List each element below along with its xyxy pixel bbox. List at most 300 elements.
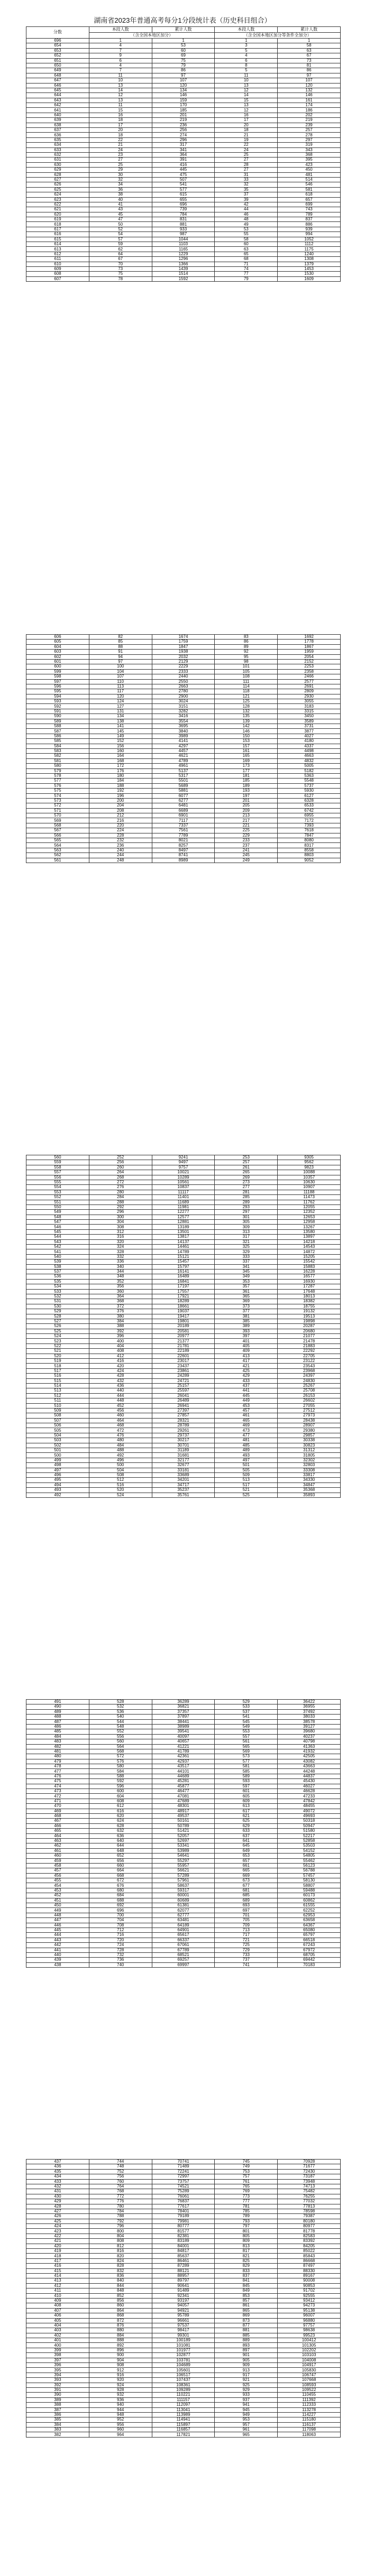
table-cell: 317 (152, 143, 215, 147)
table-cell: 42 (215, 202, 278, 207)
table-cell: 2809 (278, 689, 341, 694)
table-cell: 49537 (152, 1813, 215, 1818)
table-row (26, 276, 341, 281)
table-row (26, 858, 341, 863)
table-cell: 50161 (152, 1819, 215, 1823)
table-cell: 62252 (278, 1908, 341, 1913)
table-cell: 884 (89, 2333, 152, 2338)
table-row (26, 272, 341, 276)
table-cell: 40657 (152, 1739, 215, 1744)
table-cell: 512 (89, 1478, 152, 1482)
table-cell: 1379 (278, 262, 341, 266)
table-cell: 10 (215, 78, 278, 83)
table-cell: 72997 (152, 2174, 215, 2179)
table-cell: 193 (215, 789, 278, 793)
table-cell: 20 (215, 123, 278, 127)
table-cell: 14 (215, 93, 278, 98)
table-row (26, 1264, 341, 1269)
table-row (26, 684, 341, 689)
table-cell: 208 (89, 808, 152, 813)
table-cell: 509 (215, 1473, 278, 1478)
table-cell: 844 (89, 2283, 152, 2288)
table-cell: 645 (26, 88, 89, 92)
table-row (26, 187, 341, 192)
table-cell: 340 (89, 1264, 152, 1269)
table-cell: 49693 (278, 1813, 341, 1818)
table-cell: 308 (89, 1225, 152, 1229)
table-cell: 54641 (152, 1854, 215, 1858)
table-cell: 29380 (278, 1428, 341, 1433)
table-cell: 39541 (152, 1729, 215, 1734)
table-cell: 737 (215, 1958, 278, 1962)
table-cell: 467 (26, 1819, 89, 1823)
table-cell: 561 (215, 1739, 278, 1744)
table-cell: 18 (215, 128, 278, 133)
table-cell: 72241 (152, 2169, 215, 2174)
table-cell: 36955 (278, 1704, 341, 1709)
table-cell: 836 (89, 2273, 152, 2278)
table-cell: 489 (26, 1709, 89, 1714)
table-cell: 505 (26, 1428, 89, 1433)
table-cell: 356 (89, 1284, 152, 1289)
table-cell: 79189 (152, 2214, 215, 2219)
table-cell: 102202 (278, 2348, 341, 2352)
table-cell: 268 (89, 1175, 152, 1180)
table-cell: 411 (26, 2288, 89, 2293)
table-cell: 641 (215, 1838, 278, 1843)
table-row (26, 1719, 341, 1724)
header-count2: 本段人数 (215, 27, 278, 33)
table-row (26, 1913, 341, 1917)
table-cell: 24830 (278, 1378, 341, 1383)
table-cell: 316 (89, 1235, 152, 1239)
table-cell: 87497 (278, 2264, 341, 2268)
table-cell: 5317 (152, 773, 215, 778)
table-row (26, 1952, 341, 1957)
table-row (26, 1923, 341, 1928)
table-cell: 11473 (278, 1195, 341, 1200)
table-cell: 92 (215, 650, 278, 654)
table-cell: 58807 (278, 1883, 341, 1888)
table-cell: 550 (26, 1204, 89, 1209)
table-cell: 109289 (152, 2387, 215, 2392)
score-table-5 (26, 2159, 341, 2438)
table-cell: 7847 (278, 833, 341, 838)
table-cell: 450 (26, 1903, 89, 1908)
table-cell: 647 (26, 78, 89, 83)
table-cell: 464 (89, 1418, 152, 1423)
table-cell: 37897 (152, 1715, 215, 1719)
table-cell: 400 (26, 2343, 89, 2348)
table-row (26, 137, 341, 142)
table-cell: 328 (89, 1249, 152, 1254)
table-cell: 607 (26, 276, 89, 281)
table-cell: 46628 (278, 1789, 341, 1794)
table-cell: 14137 (152, 1239, 215, 1244)
table-cell: 18 (89, 133, 152, 137)
table-cell: 333 (215, 1254, 278, 1259)
table-cell: 580 (89, 1764, 152, 1769)
table-cell: 5501 (152, 779, 215, 783)
table-cell: 608 (26, 272, 89, 276)
table-cell: 482 (26, 1744, 89, 1749)
table-cell: 385 (215, 1319, 278, 1323)
table-cell: 36289 (152, 1700, 215, 1704)
table-cell: 38578 (278, 1719, 341, 1724)
table-cell: 416 (152, 162, 215, 167)
table-cell: 221 (215, 823, 278, 828)
table-cell: 713 (215, 1928, 278, 1932)
table-cell: 578 (26, 773, 89, 778)
table-cell: 596 (26, 684, 89, 689)
table-cell: 20189 (152, 1324, 215, 1329)
table-cell: 44101 (152, 1769, 215, 1774)
table-cell: 57289 (152, 1873, 215, 1878)
table-row (26, 58, 341, 63)
table-cell: 476 (26, 1774, 89, 1778)
table-cell: 581 (278, 187, 341, 192)
table-row (26, 724, 341, 729)
table-cell: 499 (26, 1458, 89, 1462)
table-cell: 415 (26, 2268, 89, 2273)
table-row (26, 2268, 341, 2273)
table-cell: 832 (89, 2268, 152, 2273)
table-cell: 420 (26, 2244, 89, 2248)
table-cell: 636 (89, 1833, 152, 1838)
table-cell: 94057 (152, 2303, 215, 2308)
table-cell: 181 (215, 773, 278, 778)
table-cell: 58637 (152, 1883, 215, 1888)
table-cell: 51421 (152, 1829, 215, 1833)
table-cell: 2466 (278, 674, 341, 679)
table-cell: 64 (89, 252, 152, 256)
table-cell: 300 (89, 1215, 152, 1219)
table-row (26, 1933, 341, 1938)
table-cell: 632 (89, 1829, 152, 1833)
table-row (26, 1383, 341, 1388)
table-cell: 86 (152, 68, 215, 73)
table-cell: 475 (26, 1779, 89, 1784)
table-cell: 219 (152, 118, 215, 123)
table-cell: 518 (26, 1364, 89, 1368)
table-cell: 34717 (152, 1482, 215, 1487)
table-cell: 78401 (152, 2209, 215, 2213)
table-cell: 63 (278, 48, 341, 53)
table-cell: 107 (152, 78, 215, 83)
table-cell: 49072 (278, 1809, 341, 1813)
table-row (26, 1744, 341, 1749)
table-cell: 937 (215, 2397, 278, 2402)
table-cell: 7 (89, 48, 152, 53)
table-cell: 41789 (152, 1749, 215, 1754)
table-cell: 560 (26, 1155, 89, 1160)
table-cell: 278 (278, 133, 341, 137)
table-cell: 12 (215, 88, 278, 92)
table-cell: 820 (89, 2254, 152, 2258)
table-cell: 4457 (152, 748, 215, 753)
table-cell: 62 (89, 247, 152, 252)
table-cell: 14461 (152, 1245, 215, 1249)
table-cell: 352 (89, 1279, 152, 1284)
table-cell: 50947 (278, 1823, 341, 1828)
table-cell: 765 (215, 2184, 278, 2189)
table-cell: 829 (215, 2264, 278, 2268)
table-cell: 892 (89, 2343, 152, 2348)
table-cell: 7393 (278, 823, 341, 828)
table-cell: 797 (215, 2224, 278, 2229)
table-row (26, 1185, 341, 1190)
table-cell: 425 (215, 1368, 278, 1373)
table-cell: 284 (89, 1195, 152, 1200)
table-cell: 49 (215, 222, 278, 227)
table-cell: 34201 (152, 1478, 215, 1482)
table-cell: 724 (89, 1943, 152, 1948)
table-cell: 430 (26, 2194, 89, 2199)
table-cell: 11117 (152, 1190, 215, 1194)
table-cell: 545 (26, 1229, 89, 1234)
table-cell: 2691 (278, 684, 341, 689)
table-cell: 626 (26, 182, 89, 187)
table-cell: 549 (215, 1724, 278, 1729)
table-cell: 19801 (152, 1319, 215, 1323)
table-cell: 668 (89, 1873, 152, 1878)
table-cell: 521 (26, 1349, 89, 1354)
table-cell: 45430 (278, 1779, 341, 1784)
table-cell: 8 (215, 63, 278, 68)
table-cell: 396 (89, 1334, 152, 1339)
table-cell: 253 (215, 1155, 278, 1160)
table-row (26, 222, 341, 227)
table-cell: 110221 (152, 2393, 215, 2397)
table-cell: 317 (215, 1235, 278, 1239)
table-cell: 552 (89, 1729, 152, 1734)
table-cell: 97757 (278, 2323, 341, 2328)
table-cell: 73187 (278, 2174, 341, 2179)
table-body (26, 2160, 341, 2438)
table-cell: 443 (26, 1938, 89, 1942)
table-cell: 612 (89, 1804, 152, 1809)
table-cell: 644 (26, 93, 89, 98)
table-cell: 36 (89, 187, 152, 192)
table-row (26, 2160, 341, 2164)
table-cell: 213 (215, 813, 278, 818)
table-cell: 590 (26, 714, 89, 719)
table-cell: 17287 (278, 1284, 341, 1289)
table-row (26, 2358, 341, 2362)
table-cell: 6277 (152, 798, 215, 803)
table-row (26, 1478, 341, 1482)
table-cell: 384 (89, 1319, 152, 1323)
table-cell: 916 (89, 2373, 152, 2377)
table-row (26, 257, 341, 262)
table-cell: 197 (215, 793, 278, 798)
table-cell: 61381 (152, 1903, 215, 1908)
table-cell: 88330 (278, 2268, 341, 2273)
table-cell: 402 (26, 2333, 89, 2338)
table-cell: 7172 (278, 818, 341, 823)
table-row (26, 1259, 341, 1264)
table-cell: 3840 (152, 729, 215, 734)
table-cell: 88957 (152, 2273, 215, 2278)
score-table-2 (26, 634, 341, 863)
table-cell: 452 (26, 1893, 89, 1898)
table-cell: 57 (89, 237, 152, 242)
table-row (26, 2422, 341, 2427)
table-row (26, 128, 341, 133)
table-cell: 440 (26, 1952, 89, 1957)
table-row (26, 1908, 341, 1913)
table-cell: 353 (215, 1279, 278, 1284)
table-row (26, 2189, 341, 2194)
table-cell: 952 (89, 2417, 152, 2422)
table-cell: 472 (89, 1428, 152, 1433)
table-row (26, 694, 341, 699)
table-cell: 12881 (152, 1220, 215, 1225)
table-cell: 99301 (152, 2333, 215, 2338)
table-cell: 23543 (278, 1364, 341, 1368)
table-cell: 111392 (278, 2397, 341, 2402)
table-cell: 524 (26, 1334, 89, 1339)
table-cell: 86668 (278, 2258, 341, 2263)
table-cell: 535 (26, 1279, 89, 1284)
table-cell: 55462 (278, 1858, 341, 1863)
table-cell: 660 (89, 1863, 152, 1868)
table-cell: 22 (215, 143, 278, 147)
table-cell: 416 (26, 2264, 89, 2268)
header-sub2: （含全国本地区加分等条件全加分） (215, 33, 341, 39)
table-cell: 329 (215, 1249, 278, 1254)
table-row (26, 1903, 341, 1908)
table-cell: 139 (215, 719, 278, 724)
table-cell: 120 (89, 694, 152, 699)
table-cell: 429 (215, 1374, 278, 1378)
table-cell: 73757 (152, 2179, 215, 2184)
table-row (26, 1709, 341, 1714)
table-cell: 9562 (278, 1160, 341, 1165)
table-cell: 9241 (152, 1155, 215, 1160)
table-cell: 564 (89, 1744, 152, 1749)
table-cell: 557 (26, 1170, 89, 1175)
table-cell: 168 (89, 758, 152, 763)
table-row (26, 2258, 341, 2263)
table-cell: 1592 (152, 276, 215, 281)
table-row (26, 748, 341, 753)
table-cell: 28438 (278, 1418, 341, 1423)
table-cell: 107437 (152, 2378, 215, 2383)
table-cell: 994 (278, 232, 341, 237)
table-row (26, 133, 341, 137)
table-cell: 693 (215, 1903, 278, 1908)
table-cell: 593 (215, 1779, 278, 1784)
table-row (26, 1794, 341, 1799)
table-cell: 111157 (152, 2397, 215, 2402)
table-cell: 574 (26, 793, 89, 798)
table-cell: 385 (26, 2417, 89, 2422)
table-cell: 8803 (278, 853, 341, 858)
table-cell: 382 (26, 2432, 89, 2437)
table-row (26, 1364, 341, 1368)
table-cell: 236 (89, 843, 152, 848)
table-cell: 31681 (152, 1453, 215, 1458)
table-cell: 29261 (152, 1428, 215, 1433)
table-cell: 44837 (278, 1774, 341, 1778)
table-row (26, 152, 341, 157)
table-cell: 434 (26, 2174, 89, 2179)
table-cell: 941 (215, 2403, 278, 2407)
table-cell: 384 (26, 2422, 89, 2427)
table-row (26, 654, 341, 659)
table-cell: 108593 (278, 2383, 341, 2387)
table-cell: 913 (215, 2368, 278, 2373)
table-cell: 164 (89, 754, 152, 758)
table-cell: 7117 (152, 818, 215, 823)
table-cell: 615 (152, 192, 215, 197)
table-cell: 1514 (152, 272, 215, 276)
table-row (26, 1170, 341, 1175)
table-cell: 14 (89, 88, 152, 92)
table-cell: 65797 (278, 1933, 341, 1938)
table-cell: 700 (89, 1913, 152, 1917)
table-cell: 361 (215, 1289, 278, 1294)
table-cell: 619 (26, 217, 89, 222)
table-cell: 1308 (278, 257, 341, 262)
table-cell: 964 (89, 2432, 152, 2437)
table-cell: 127 (89, 704, 152, 709)
table-cell: 6901 (152, 813, 215, 818)
table-cell: 18755 (278, 1304, 341, 1309)
table-cell: 526 (26, 1324, 89, 1329)
table-cell: 609 (26, 266, 89, 271)
table-cell: 1692 (278, 635, 341, 640)
table-cell: 448 (26, 1913, 89, 1917)
table-cell: 172 (89, 764, 152, 768)
table-cell: 908 (89, 2363, 152, 2368)
table-cell: 4498 (278, 748, 341, 753)
table-cell: 185 (152, 108, 215, 113)
table-row (26, 1438, 341, 1443)
table-cell: 501 (215, 1463, 278, 1468)
table-cell: 585 (215, 1769, 278, 1774)
table-cell: 15 (215, 98, 278, 103)
table-cell: 16141 (152, 1269, 215, 1274)
table-cell: 701 (215, 1913, 278, 1917)
table-cell: 473 (26, 1789, 89, 1794)
table-cell: 469 (26, 1809, 89, 1813)
table-cell: 97 (89, 659, 152, 664)
table-cell: 552 (26, 1195, 89, 1200)
table-cell: 476 (89, 1433, 152, 1438)
table-cell: 3695 (152, 724, 215, 729)
table-cell: 67789 (152, 1948, 215, 1952)
table-cell: 103103 (278, 2353, 341, 2358)
table-row (26, 2288, 341, 2293)
table-cell: 788 (89, 2214, 152, 2219)
table-cell: 110 (89, 679, 152, 684)
table-cell: 564 (26, 843, 89, 848)
table-cell: 98 (215, 659, 278, 664)
table-cell: 420 (89, 1364, 152, 1368)
table-body (26, 635, 341, 863)
table-cell: 699 (278, 202, 341, 207)
table-cell: 19132 (278, 1309, 341, 1314)
table-row (26, 664, 341, 669)
table-row (26, 1829, 341, 1833)
table-cell: 685 (215, 1893, 278, 1898)
table-cell: 661 (215, 1863, 278, 1868)
table-cell: 15883 (278, 1264, 341, 1269)
table-cell: 18289 (152, 1299, 215, 1304)
table-cell: 2032 (152, 654, 215, 659)
